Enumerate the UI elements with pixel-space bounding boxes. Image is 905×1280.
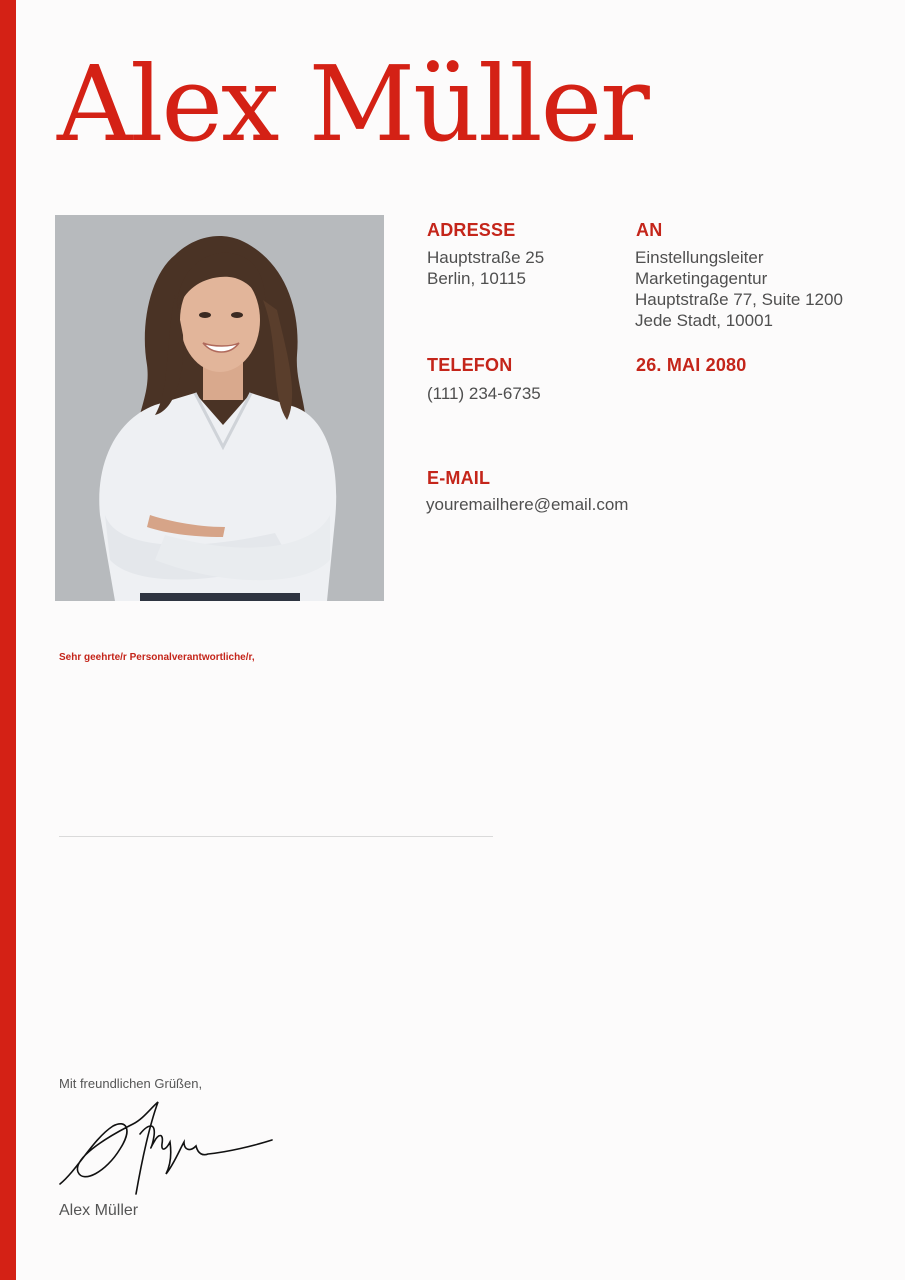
- recipient-line: Jede Stadt, 10001: [635, 311, 774, 330]
- divider: [59, 836, 493, 837]
- address-block: [427, 247, 544, 289]
- email-value: youremailhere@email.com: [426, 495, 629, 514]
- recipient-line: Einstellungsleiter: [635, 248, 764, 267]
- address-line: Berlin, 10115: [427, 269, 526, 288]
- signed-name: Alex Müller: [59, 1202, 139, 1219]
- accent-side-bar: [0, 0, 16, 1280]
- recipient-line: Hauptstraße 77, Suite 1200: [635, 290, 843, 309]
- email-label: E-MAIL: [427, 468, 491, 488]
- profile-photo: [55, 215, 384, 601]
- address-line: Hauptstraße 25: [427, 248, 545, 267]
- phone-label: TELEFON: [427, 355, 513, 375]
- letter-closing: Mit freundlichen Grüßen,: [59, 1076, 203, 1091]
- phone-value: (111) 234-6735: [427, 384, 541, 403]
- applicant-name: Alex Müller: [57, 43, 648, 165]
- address-label: ADRESSE: [427, 220, 516, 240]
- handwritten-signature: [58, 1094, 278, 1204]
- letter-date: 26. MAI 2080: [636, 355, 747, 375]
- recipient-line: Marketingagentur: [635, 269, 768, 288]
- recipient-block: [635, 247, 843, 331]
- recipient-label: AN: [636, 220, 663, 240]
- letter-salutation: Sehr geehrte/r Personalverantwortliche/r,: [59, 652, 255, 663]
